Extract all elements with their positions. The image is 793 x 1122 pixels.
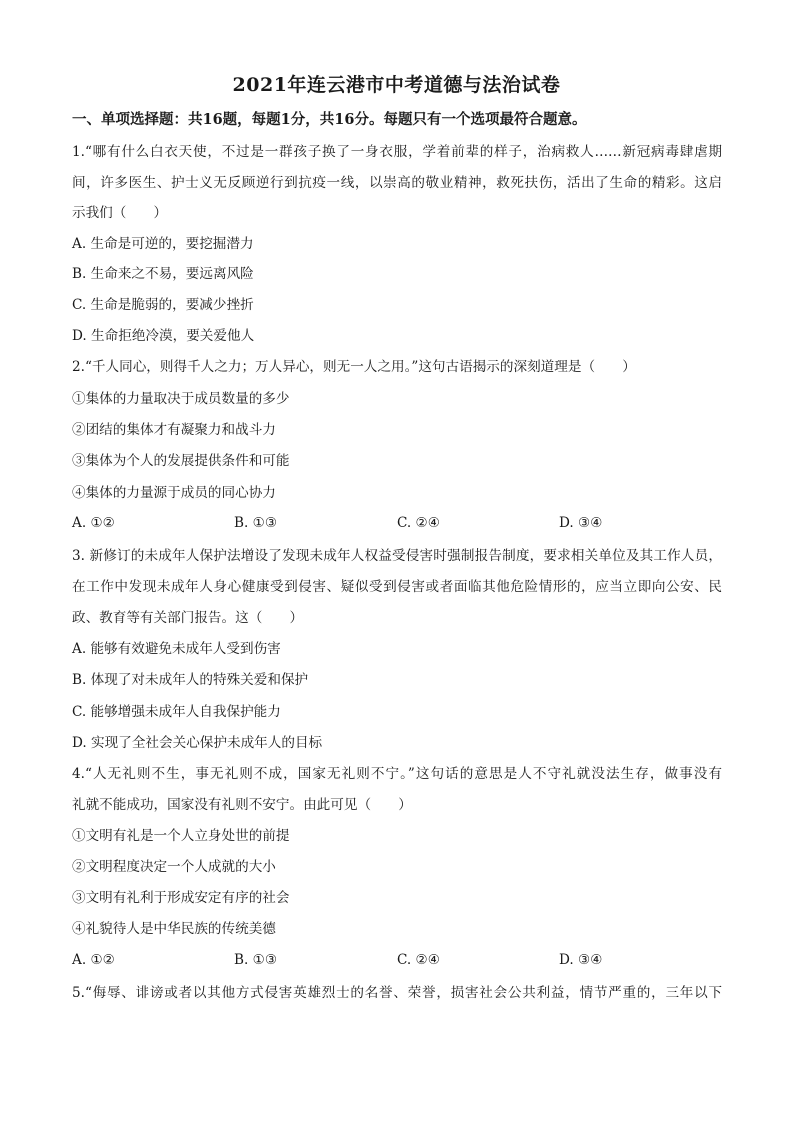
question-1-line-3: 示我们（ ） xyxy=(72,205,168,221)
question-2-statement-1: ①集体的力量取决于成员数量的多少 xyxy=(72,391,290,407)
question-2-statement-3: ③集体为个人的发展提供条件和可能 xyxy=(72,453,290,469)
question-4-line-1: 4.“人无礼则不生，事无礼则不成，国家无礼则不宁。”这句话的意思是人不守礼就没法生存，做事没有 xyxy=(72,766,722,782)
question-3-option-d: D. 实现了全社会关心保护未成年人的目标 xyxy=(72,735,323,751)
question-3-option-a: A. 能够有效避免未成年人受到伤害 xyxy=(72,641,281,657)
question-4-statement-4: ④礼貌待人是中华民族的传统美德 xyxy=(72,921,276,937)
question-2-option-b: B. ①③ xyxy=(234,515,278,531)
question-1-option-d: D. 生命拒绝冷漠，要关爱他人 xyxy=(72,328,255,344)
question-4-line-2: 礼就不能成功，国家没有礼则不安宁。由此可见（ ） xyxy=(72,797,412,813)
question-2-option-c: C. ②④ xyxy=(397,515,440,531)
section-heading: 一、单项选择题：共16题，每题1分，共16分。每题只有一个选项最符合题意。 xyxy=(72,111,587,128)
question-4-option-a: A. ①② xyxy=(72,952,115,968)
question-5-line-1: 5.“侮辱、诽谤或者以其他方式侵害英雄烈士的名誉、荣誉，损害社会公共利益，情节严重的，三年以下 xyxy=(72,985,722,1001)
question-4-statement-1: ①文明有礼是一个人立身处世的前提 xyxy=(72,828,290,844)
question-3-option-c: C. 能够增强未成年人自我保护能力 xyxy=(72,704,281,720)
question-3-line-1: 3. 新修订的未成年人保护法增设了发现未成年人权益受侵害时强制报告制度，要求相关单位及其工作人员， xyxy=(72,548,722,564)
page-title: 2021年连云港市中考道德与法治试卷 xyxy=(232,74,561,96)
question-1-option-c: C. 生命是脆弱的，要减少挫折 xyxy=(72,297,254,313)
question-1-option-a: A. 生命是可逆的，要挖掘潜力 xyxy=(72,236,254,252)
question-4-option-d: D. ③④ xyxy=(559,952,603,968)
question-3-line-3: 政、教育等有关部门报告。这（ ） xyxy=(72,610,304,626)
question-2-option-a: A. ①② xyxy=(72,515,115,531)
question-2-statement-4: ④集体的力量源于成员的同心协力 xyxy=(72,485,276,501)
question-4-option-b: B. ①③ xyxy=(234,952,278,968)
question-1-line-1: 1.“哪有什么白衣天使，不过是一群孩子换了一身衣服，学着前辈的样子，治病救人……新冠病毒肆虐期 xyxy=(72,144,722,160)
question-4-statement-2: ②文明程度决定一个人成就的大小 xyxy=(72,859,276,875)
question-1-line-2: 间，许多医生、护士义无反顾逆行到抗疫一线，以崇高的敬业精神，救死扶伤，活出了生命的精彩。这启 xyxy=(72,175,722,191)
question-2-statement-2: ②团结的集体才有凝聚力和战斗力 xyxy=(72,422,276,438)
question-2-option-d: D. ③④ xyxy=(559,515,603,531)
question-4-statement-3: ③文明有礼利于形成安定有序的社会 xyxy=(72,890,290,906)
question-4-option-c: C. ②④ xyxy=(397,952,440,968)
question-1-option-b: B. 生命来之不易，要远离风险 xyxy=(72,266,254,282)
question-3-line-2: 在工作中发现未成年人身心健康受到侵害、疑似受到侵害或者面临其他危险情形的，应当立即向公安、民 xyxy=(72,579,722,595)
question-3-option-b: B. 体现了对未成年人的特殊关爱和保护 xyxy=(72,672,309,688)
question-2-stem: 2.“千人同心，则得千人之力；万人异心，则无一人之用。”这句古语揭示的深刻道理是（ ） xyxy=(72,359,636,375)
